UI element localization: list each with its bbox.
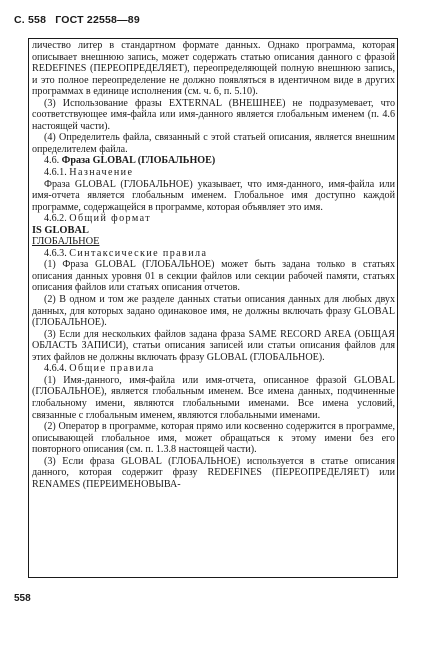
section-heading-4-6 bbox=[32, 155, 395, 167]
section-heading-4-6-3 bbox=[32, 248, 395, 260]
section-title: Фраза GLOBAL (ГЛОБАЛЬНОЕ) bbox=[61, 155, 216, 167]
standard-designation: ГОСТ 22558—89 bbox=[55, 14, 140, 26]
general-rule-2: (2) Оператор в программе, которая прямо или косвенно содержится в программе, описывающей глобальное имя, может обращаться к этому имени без его повторного описания (см. п. 1.3.8 настоящей части). bbox=[32, 421, 395, 456]
section-title: Общие правила bbox=[69, 363, 155, 375]
section-title: Назначение bbox=[69, 167, 134, 179]
format-line-global-ru: ГЛОБАЛЬНОЕ bbox=[32, 236, 100, 248]
syntax-rule-3: (3) Если для нескольких файлов задана фраза SAME RECORD AREA (ОБЩАЯ ОБЛАСТЬ ЗАПИСИ), статьи описания записей или статьи описания файлов для этих файлов не должны включать фразу GLOBAL (ГЛОБАЛЬНОЕ). bbox=[32, 328, 395, 363]
section-heading-4-6-1 bbox=[32, 167, 395, 179]
paragraph-external-3: (3) Использование фразы EXTERNAL (ВНЕШНЕЕ) не подразумевает, что соответствующее имя-файла или имя-данного является глобальным именем (п. 4.6 настоящей части). bbox=[32, 97, 395, 132]
paragraph-purpose: Фраза GLOBAL (ГЛОБАЛЬНОЕ) указывает, что имя-данного, имя-файла или имя-отчета является глобальным именем. Глобальное имя доступно каждой программе, содержащейся в программе, которая объявляет это имя. bbox=[32, 178, 395, 213]
section-title: Синтаксические правила bbox=[69, 247, 208, 259]
general-rule-3: (3) Если фраза GLOBAL (ГЛОБАЛЬНОЕ) используется в статье описания данного, которая содержит фразу REDEFINES (ПЕРЕОПРЕДЕЛЯЕТ) или RENAMES (ПЕРЕИМЕНОВЫВА- bbox=[32, 455, 395, 490]
page-number: 558 bbox=[14, 593, 31, 604]
section-heading-4-6-4 bbox=[32, 363, 395, 375]
section-number: 4.6.2. bbox=[44, 213, 67, 225]
format-line-global: IS GLOBAL bbox=[32, 224, 89, 236]
section-number: 4.6.4. bbox=[44, 363, 67, 375]
section-number: 4.6.1. bbox=[44, 167, 67, 179]
paragraph-continuation: личество литер в стандартном формате данных. Однако программа, которая описывает внешнюю запись, может содержать статью описания данного с фразой REDEFINES (ПЕРЕОПРЕДЕЛЯЕТ), переопределяющей полную внешнюю запись, и это полное переопределение не должно появляться в идентичном виде в других программах в единице исполнения (см. ч. 6, п. 5.10). bbox=[32, 40, 395, 98]
section-number: 4.6. bbox=[44, 155, 60, 167]
section-number: 4.6.3. bbox=[44, 247, 67, 259]
section-title: Общий формат bbox=[69, 213, 152, 225]
paragraph-external-4: (4) Определитель файла, связанный с этой статьей описания, является внешним определителем файла. bbox=[32, 132, 395, 155]
page-header bbox=[14, 14, 146, 26]
syntax-rule-1: (1) Фраза GLOBAL (ГЛОБАЛЬНОЕ) может быть задана только в статьях описания данных уровня 01 в секции файлов или секции рабочей памяти, статьях описания файлов или статьях описания отчетов. bbox=[32, 259, 395, 294]
page-body bbox=[32, 40, 395, 490]
general-rule-1: (1) Имя-данного, имя-файла или имя-отчета, описанное фразой GLOBAL (ГЛОБАЛЬНОЕ), является глобальным именем. Все имена данных, подчиненные глобальному имени, являются глобальными именами. Все имена условий, связанные с глобальным именем, являются глобальными именами. bbox=[32, 374, 395, 421]
page-marker: С. 558 bbox=[14, 14, 47, 26]
syntax-rule-2: (2) В одном и том же разделе данных статьи описания данных для любых двух данных, для которых задано одинаковое имя, не должны включать фразу GLOBAL (ГЛОБАЛЬНОЕ). bbox=[32, 294, 395, 329]
section-heading-4-6-2 bbox=[32, 213, 395, 225]
